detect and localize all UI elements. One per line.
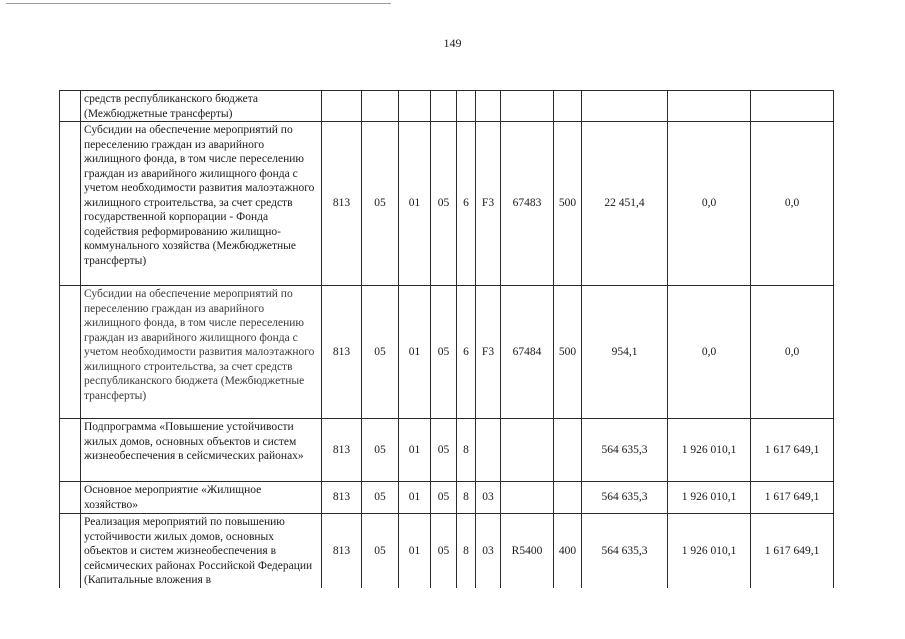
direction-code (501, 419, 554, 482)
amount-year-3: 0,0 (751, 122, 834, 286)
row-number-cell (60, 514, 81, 588)
direction-code: 67484 (501, 286, 554, 419)
item-name: Субсидии на обеспечение мероприятий по переселению граждан из аварийного жилищного фонда, в том числе переселению граждан из аварийного жилищного фонда с учетом необходимости развития малоэтажного жилищного строительства, за счет средств государственной корпорации - Фонда содействия реформированию жилищно-коммунального хозяйства (Межбюджетные трансферты) (81, 122, 322, 286)
row-number-cell (60, 286, 81, 419)
row-number-cell (60, 419, 81, 482)
main-event-code: 03 (476, 482, 501, 514)
item-name: Основное мероприятие «Жилищное хозяйство» (81, 482, 322, 514)
subprogram-code (457, 91, 476, 122)
page-number: 149 (443, 36, 462, 50)
subprogram-code: 6 (457, 286, 476, 419)
expense-type-code (554, 419, 582, 482)
ministry-code (322, 91, 362, 122)
amount-year-3: 0,0 (751, 286, 834, 419)
main-event-code: 03 (476, 514, 501, 588)
row-number-cell (60, 91, 81, 122)
direction-code: 67483 (501, 122, 554, 286)
amount-year-1: 954,1 (582, 286, 668, 419)
row-number-cell (60, 482, 81, 514)
section-code: 05 (362, 122, 399, 286)
main-event-code (476, 91, 501, 122)
amount-year-1: 564 635,3 (582, 482, 668, 514)
item-name: Субсидии на обеспечение мероприятий по переселению граждан из аварийного жилищного фонда, в том числе переселению граждан из аварийного жилищного фонда с учетом необходимости развития малоэтажного жилищного строительства, за счет средств республиканского бюджета (Межбюджетные трансферты) (81, 286, 322, 419)
subsection-code: 01 (399, 482, 431, 514)
amount-year-1: 564 635,3 (582, 419, 668, 482)
amount-year-2: 1 926 010,1 (668, 419, 751, 482)
ministry-code: 813 (322, 286, 362, 419)
amount-year-1: 564 635,3 (582, 514, 668, 588)
subsection-code: 01 (399, 286, 431, 419)
table-row (60, 91, 834, 122)
direction-code: R5400 (501, 514, 554, 588)
subprogram-code: 6 (457, 122, 476, 286)
amount-year-1: 22 451,4 (582, 122, 668, 286)
direction-code (501, 482, 554, 514)
ministry-code: 813 (322, 482, 362, 514)
table-row (60, 122, 834, 286)
ministry-code: 813 (322, 514, 362, 588)
section-code: 05 (362, 419, 399, 482)
subprogram-code: 8 (457, 514, 476, 588)
table-row (60, 482, 834, 514)
subsection-code: 01 (399, 514, 431, 588)
expense-type-code: 500 (554, 286, 582, 419)
expense-type-code (554, 482, 582, 514)
amount-year-1 (582, 91, 668, 122)
amount-year-2: 0,0 (668, 122, 751, 286)
ministry-code: 813 (322, 419, 362, 482)
amount-year-2: 1 926 010,1 (668, 514, 751, 588)
program-code: 05 (431, 419, 457, 482)
main-event-code: F3 (476, 286, 501, 419)
item-name: Подпрограмма «Повышение устойчивости жилых домов, основных объектов и систем жизнеобеспечения в сейсмических районах» (81, 419, 322, 482)
main-event-code (476, 419, 501, 482)
item-name: средств республиканского бюджета (Межбюджетные трансферты) (81, 91, 322, 122)
budget-table (59, 90, 834, 588)
amount-year-3: 1 617 649,1 (751, 482, 834, 514)
expense-type-code: 400 (554, 514, 582, 588)
program-code: 05 (431, 482, 457, 514)
table-row (60, 514, 834, 588)
subsection-code (399, 91, 431, 122)
program-code: 05 (431, 122, 457, 286)
amount-year-2: 0,0 (668, 286, 751, 419)
subprogram-code: 8 (457, 482, 476, 514)
subprogram-code: 8 (457, 419, 476, 482)
section-code: 05 (362, 514, 399, 588)
ministry-code: 813 (322, 122, 362, 286)
expense-type-code (554, 91, 582, 122)
subsection-code: 01 (399, 122, 431, 286)
direction-code (501, 91, 554, 122)
section-code: 05 (362, 286, 399, 419)
program-code (431, 91, 457, 122)
subsection-code: 01 (399, 419, 431, 482)
item-name: Реализация мероприятий по повышению устойчивости жилых домов, основных объектов и систем жизнеобеспечения в сейсмических районах Российской Федерации (Капитальные вложения в (81, 514, 322, 588)
amount-year-3: 1 617 649,1 (751, 514, 834, 588)
amount-year-2: 1 926 010,1 (668, 482, 751, 514)
section-code: 05 (362, 482, 399, 514)
program-code: 05 (431, 286, 457, 419)
scan-edge-line (6, 3, 391, 4)
row-number-cell (60, 122, 81, 286)
section-code (362, 91, 399, 122)
main-event-code: F3 (476, 122, 501, 286)
expense-type-code: 500 (554, 122, 582, 286)
amount-year-3 (751, 91, 834, 122)
program-code: 05 (431, 514, 457, 588)
amount-year-2 (668, 91, 751, 122)
table-row (60, 419, 834, 482)
amount-year-3: 1 617 649,1 (751, 419, 834, 482)
table-row (60, 286, 834, 419)
